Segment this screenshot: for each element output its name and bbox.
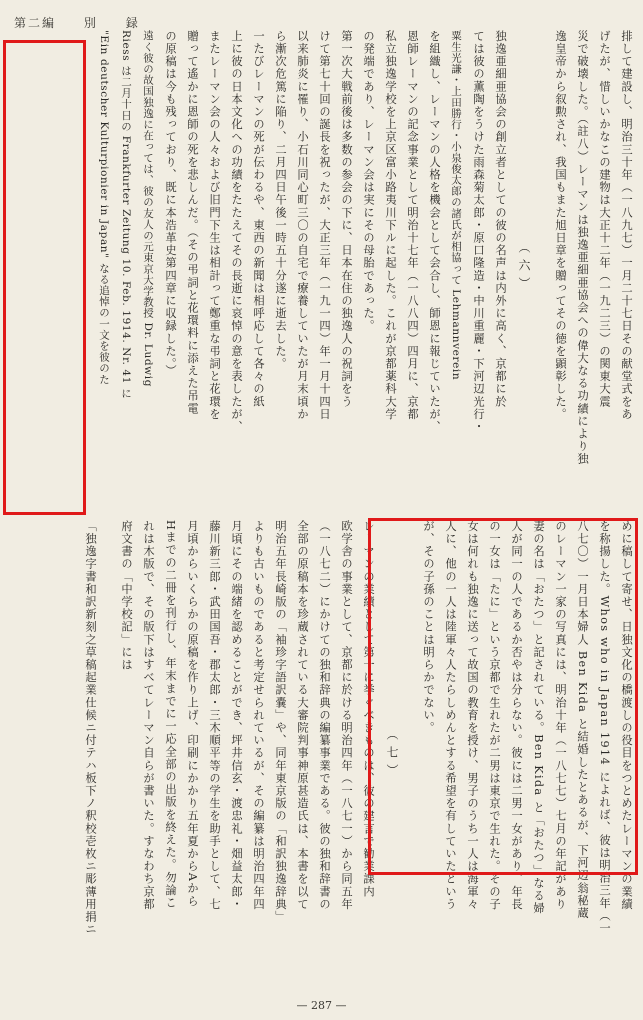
- text-column: 粟生光謙・上田勝行・小泉俊太郎の諸氏が相協って Lehmannverein: [450, 30, 462, 381]
- text-column: 遠く彼の故国独逸に在っては、彼の友人の元東京大学教授 Dr. Ludwig: [142, 30, 154, 388]
- text-column: 八七〇）一月日本婦人 Ben Kida と結婚したとあるが、下河辺翁秘蔵: [576, 520, 589, 920]
- text-column: 女は何れも独逸に送って故国の教育を授け、男子のうち一人は海軍々: [466, 520, 479, 911]
- text-column: を組織し、レーマンの人格を機会として会合し、師恩に報じていたが、: [428, 30, 441, 434]
- text-column: よりも古いものであると考定せられているが、その編纂は明治四年四: [252, 520, 265, 911]
- text-column: 贈って遙かに恩師の死を悲しんだ。（その弔詞と花環料に添えた吊電: [186, 30, 199, 415]
- text-column: Hまでの二冊を刊行し、年末までに一応全部の出版を終えた。勿論こ: [164, 520, 177, 910]
- text-column: 私立独逸学校を上京区富小路夷川下ルに起した。これが京都薬科大学: [384, 30, 397, 421]
- text-column: ては彼の薫陶をうけた雨森菊太郎・原口隆造・中川重麗・下河辺光行・: [472, 30, 485, 434]
- text-column: 排して建設し、明治三十年（一八九七）一月二十七日その献堂式をあ: [620, 30, 633, 421]
- text-column: れは木版で、その版下はすべてレーマン自らが書いた。すなわち京都: [142, 520, 155, 911]
- section-number: （六）: [517, 240, 531, 295]
- text-column: ら漸次危篤に陥り、二月四日午後一時五十分遂に逝去した。: [274, 30, 287, 371]
- text-column: 独逸亜細亜協会の創立者としての彼の名声は内外に高く、京都に於: [494, 30, 507, 408]
- part-label: 第二編: [14, 16, 57, 30]
- text-column: 第一次大戦前後は多数の参会の下に、日本在住の独逸人の祝詞をう: [340, 30, 353, 408]
- page-number: — 287 —: [296, 999, 347, 1012]
- highlight-box-right: [368, 518, 638, 875]
- upper-text-block: [6, 30, 637, 505]
- text-column: めに稿して寄せ、日独文化の橋渡しの役目をつとめたレーマンの業績: [620, 520, 633, 911]
- text-column: を称揚した。Whos who in Japan 1914 によれば、彼は明治三年（一: [598, 520, 611, 935]
- text-column: 月頃にその端緒を認めることができ、坪井信玄・渡忠礼・畑益太郎・: [230, 520, 243, 911]
- running-head: [14, 14, 162, 31]
- text-column: 人が同一の人であるか否やは分らない。彼には二男一女があり、年長: [510, 520, 523, 911]
- text-column: 全部の原稿本を珍蔵されている大審院判事神原甚造氏は、本書を以て: [296, 520, 309, 911]
- text-column: 恩師レーマンの記念事業として明治十七年（一八八四）四月に、京都: [406, 30, 419, 421]
- text-column: 災で破壊した。（註八）レーマンは独逸亜細亜協会への偉大なる功績により独: [576, 30, 589, 466]
- section-title: 録: [125, 16, 140, 30]
- text-column: 上に彼の日本文化への功績をたたえてその長逝に哀悼の意を表したが、: [230, 30, 243, 434]
- text-column: 藤川新三郎・武田国吾・郡太郎・三木順平等の学生を助手として、七: [208, 520, 221, 911]
- text-column: 逸皇帝から叙勲され、我国もまた旭日章を贈ってその徳を顕彰した。: [554, 30, 567, 421]
- text-column: 月頃からいくらかの原稿を作り上げ、印刷にかかり五年夏からAから: [186, 520, 199, 908]
- text-column: の一女は「たに」という京都で生れたが二男は東京で生れた。その子: [488, 520, 501, 911]
- column-spacer: [535, 30, 549, 505]
- text-column: またレーマン会の人々および旧門下生は相計って鄭重な弔詞と花環を: [208, 30, 221, 421]
- text-column: 欧学舎の事業として、京都に於ける明治四年（一八七一）から同五年: [340, 520, 353, 911]
- section-label: 別: [83, 16, 98, 30]
- section-number: （七）: [385, 728, 399, 782]
- text-column: Riess は二月十日の Frankfurter Zeitung 10. Feb. 1914. Nr. 41 に: [120, 30, 132, 400]
- text-column: 府文書の「中学校記」には: [120, 520, 133, 672]
- text-column: のレーマン一家の写真には、明治十年（一八七七）七月の年記があり: [554, 520, 567, 911]
- text-column: （一八七二）にかけての独和辞典の編纂事業である。彼の独和辞書の: [318, 520, 331, 911]
- text-column: げたが、惜しいかなこの建物は大正十二年（一九二三）の関東大震: [598, 30, 611, 408]
- text-column: 以来肺炎に罹り、小石川同心町三〇の自宅で療養していたが月末頃か: [296, 30, 309, 421]
- text-column: 人に、他の一人は陸軍々人たらしめんとする希望を有していたという: [444, 520, 457, 911]
- text-column: の原稿は今も残っており、既に本浩革史第四章に収録した。）: [164, 30, 177, 378]
- text-column: 妻の名は「おたつ」と記されている。Ben Kida と「おたつ」なる婦: [532, 520, 545, 915]
- text-column: の発端であり、レーマン会は実にその母胎であった。: [362, 30, 375, 333]
- text-column: 「独逸字書和訳新刻之草稿起業仕候ニ付テハ板下ノ釈校壱枚ニ彫薄用捐ニ: [84, 520, 97, 936]
- text-column: 一たびレーマンの死が伝わるや、東西の新聞は相呼応して各々の紙: [252, 30, 265, 408]
- text-column: 明治五年長崎版の「袖珍字語訳嚢」や、同年東京版の「和訳独逸辞典」: [274, 520, 287, 924]
- column-spacer: [101, 520, 115, 990]
- text-column: けて第七十回の誕長を祝ったが、大正三年（一九一四）年一月十四日: [318, 30, 331, 421]
- text-column: "Ein deutscher Kulturpionier in Japan" なる追悼の一文を彼のた: [98, 30, 110, 385]
- highlight-box-left: [3, 40, 86, 515]
- text-column: が、その子孫のことは明らかでない。: [422, 520, 435, 735]
- text-column: レーマンの業績として第一に挙ぐべきものは、彼の建言で勧業課内: [362, 520, 375, 898]
